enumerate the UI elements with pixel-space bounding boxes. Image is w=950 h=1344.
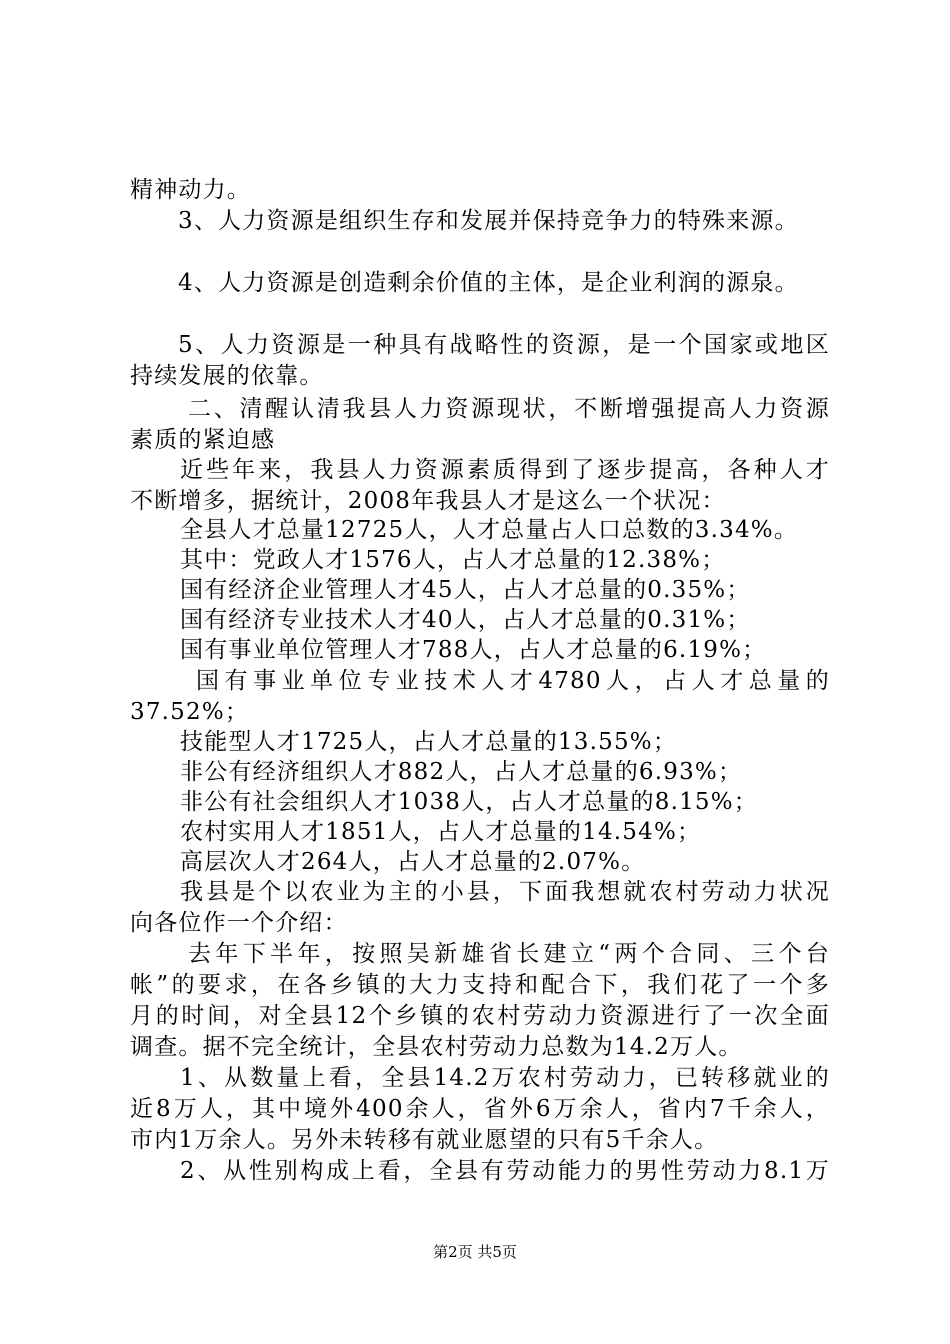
text-line: 精神动力。 xyxy=(130,177,251,203)
text-line: 二、清醒认清我县人力资源现状，不断增强提高人力资源 xyxy=(188,396,830,422)
text-line: 3、人力资源是组织生存和发展并保持竞争力的特殊来源。 xyxy=(178,208,799,234)
text-line: 非公有社会组织人才1038人，占人才总量的8.15%； xyxy=(180,789,758,815)
text-line: 向各位作一个介绍： xyxy=(130,910,348,936)
text-line: 非公有经济组织人才882人，占人才总量的6.93%； xyxy=(180,759,743,785)
text-line: 素质的紧迫感 xyxy=(130,427,276,453)
text-line: 国有事业单位专业技术人才4780人，占人才总量的 xyxy=(196,668,830,694)
text-line: 月的时间，对全县12个乡镇的农村劳动力资源进行了一次全面 xyxy=(130,1003,830,1029)
text-line: 不断增多，据统计，2008年我县人才是这么一个状况： xyxy=(130,488,726,514)
text-line: 1、从数量上看，全县14.2万农村劳动力，已转移就业的 xyxy=(180,1065,830,1091)
text-line: 帐”的要求，在各乡镇的大力支持和配合下，我们花了一个多 xyxy=(130,972,830,998)
text-line: 近些年来，我县人力资源素质得到了逐步提高，各种人才 xyxy=(180,457,830,483)
text-line: 技能型人才1725人，占人才总量的13.55%； xyxy=(180,729,678,755)
text-line: 其中：党政人才1576人，占人才总量的12.38%； xyxy=(180,547,726,573)
text-line: 5、人力资源是一种具有战略性的资源，是一个国家或地区 xyxy=(178,332,830,358)
text-line: 农村实用人才1851人，占人才总量的14.54%； xyxy=(180,819,702,845)
text-line: 4、人力资源是创造剩余价值的主体，是企业利润的源泉。 xyxy=(178,270,799,296)
text-line: 近8万人，其中境外400余人，省外6万余人，省内7千余人， xyxy=(130,1096,830,1122)
text-line: 全县人才总量12725人，人才总量占人口总数的3.34%。 xyxy=(180,517,799,543)
text-line: 国有经济专业技术人才40人，占人才总量的0.31%； xyxy=(180,607,751,633)
text-line: 持续发展的依靠。 xyxy=(130,363,324,389)
text-line: 调查。据不完全统计，全县农村劳动力总数为14.2万人。 xyxy=(130,1034,743,1060)
page-footer: 第2页 共5页 xyxy=(433,1243,517,1261)
text-line: 市内1万余人。另外未转移有就业愿望的只有5千余人。 xyxy=(130,1127,719,1153)
text-line: 37.52%； xyxy=(130,699,250,725)
text-line: 国有事业单位管理人才788人，占人才总量的6.19%； xyxy=(180,637,767,663)
text-line: 2、从性别构成上看，全县有劳动能力的男性劳动力8.1万 xyxy=(180,1158,830,1184)
text-line: 高层次人才264人，占人才总量的2.07%。 xyxy=(180,849,646,875)
text-line: 国有经济企业管理人才45人，占人才总量的0.35%； xyxy=(180,577,751,603)
text-line: 去年下半年，按照吴新雄省长建立“两个合同、三个台 xyxy=(188,941,830,967)
text-line: 我县是个以农业为主的小县，下面我想就农村劳动力状况 xyxy=(180,879,830,905)
